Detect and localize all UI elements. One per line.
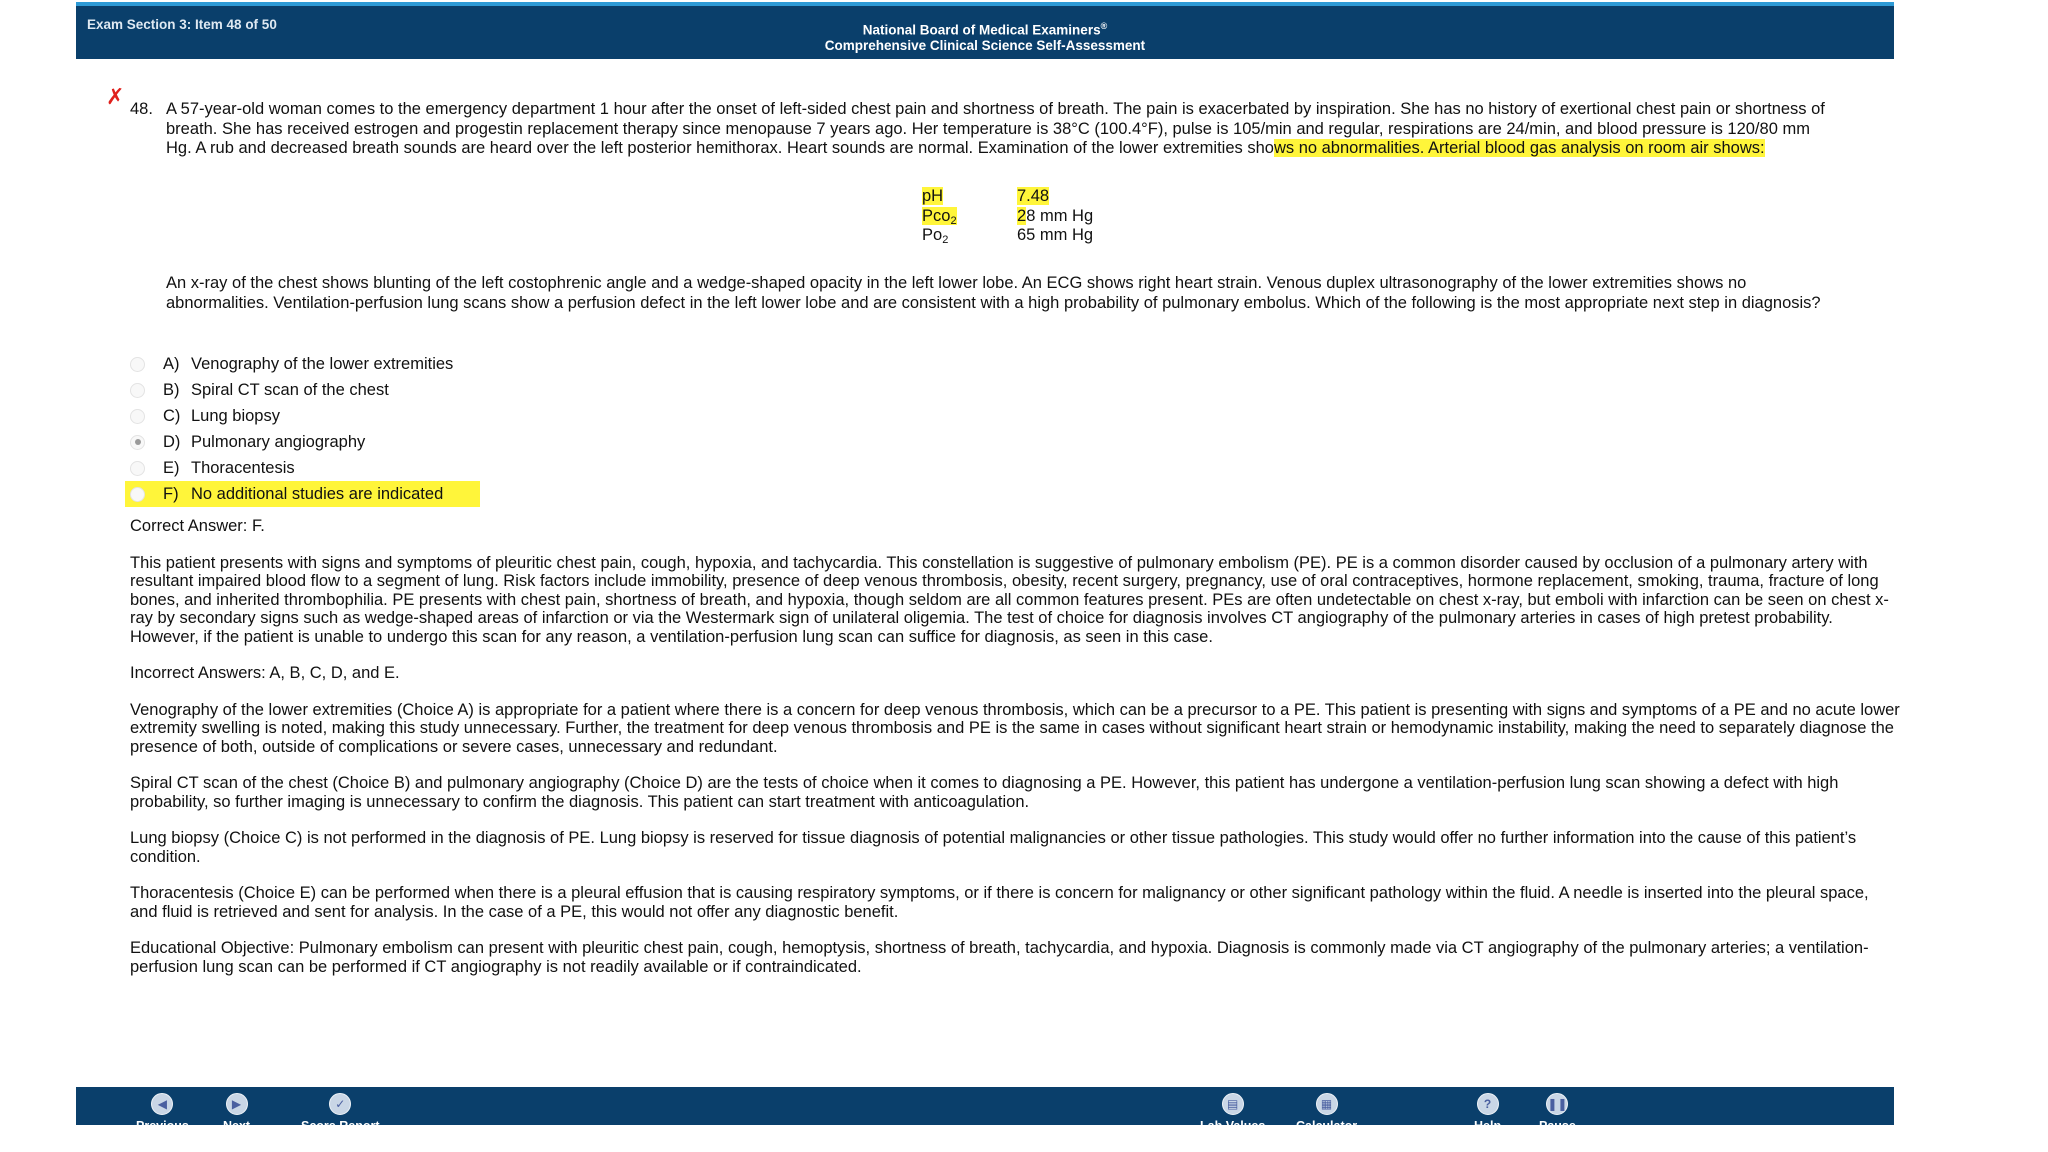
pause-icon: ❚❚ (1546, 1093, 1568, 1115)
title-line1: National Board of Medical Examiners (862, 22, 1101, 38)
explanation-choice-b-d: Spiral CT scan of the chest (Choice B) and pulmonary angiography (Choice D) are the tests of choice when it comes to diagnosing a PE. However, this patient has undergone a ventilation-perfusion lung scan showing a defect with high probability, so further imaging is unnecessary to confirm the diagnosis. This patient can start treatment with anticoagulation. (130, 774, 1839, 811)
lab-row: Pco$_2$ 28 mm Hg (922, 206, 1094, 227)
incorrect-x-icon: ✗ (106, 84, 125, 109)
lab-row (922, 226, 1093, 246)
radio-button-selected[interactable] (130, 435, 145, 450)
lab-values-icon: ▤ (1222, 1093, 1244, 1115)
registered-mark: ® (1100, 21, 1108, 31)
explanation (130, 517, 1900, 994)
calculator-button[interactable]: ▦ Calculator (1296, 1087, 1357, 1133)
previous-button[interactable]: ◀ Previous (136, 1087, 189, 1133)
radio-button[interactable] (130, 357, 145, 372)
exam-header (76, 2, 1894, 59)
option-b[interactable]: B) Spiral CT scan of the chest (125, 377, 480, 403)
radio-button[interactable] (130, 383, 145, 398)
stem-highlight: ws no abnormalities. Arterial blood gas analysis on room air shows: (1273, 139, 1765, 157)
educational-objective: Educational Objective: Pulmonary embolism can present with pleuritic chest pain, cough, hemoptysis, shortness of breath, tachycardia, and hypoxia. Diagnosis is commonly made via CT angiography of the pulmonary arteries; a ventilation-perfusion lung scan can be performed if CT angiography is not readily available or if contraindicated. (130, 939, 1869, 976)
lab-table (922, 187, 1093, 246)
correct-answer: Correct Answer: F. (130, 517, 265, 535)
calculator-icon: ▦ (1316, 1093, 1338, 1115)
checkmark-icon: ✓ (329, 1093, 351, 1115)
option-c[interactable]: C) Lung biopsy (125, 403, 480, 429)
lab-value: 7.48 (1017, 187, 1050, 205)
option-f[interactable]: F) No additional studies are indicated (125, 481, 480, 507)
next-arrow-icon: ▶ (226, 1093, 248, 1115)
radio-button[interactable] (130, 487, 145, 502)
help-icon: ? (1477, 1093, 1499, 1115)
incorrect-answers: Incorrect Answers: A, B, C, D, and E. (130, 664, 400, 682)
option-text: Venography of the lower extremities (191, 354, 454, 373)
bottom-toolbar (76, 1087, 1894, 1133)
next-button[interactable]: ▶ Next (223, 1087, 250, 1133)
lab-label: pH (922, 187, 944, 205)
help-button[interactable]: ? Help (1474, 1087, 1501, 1133)
explanation-choice-a: Venography of the lower extremities (Choice A) is appropriate for a patient where there is a concern for deep venous thrombosis, which can be a precursor to a PE. This patient is presenting with signs and symptoms of a PE and no acute lower extremity swelling is noted, making this study unnecessary. Further, the treatment for deep venous thrombosis and PE is the same in cases without significant heart strain or hemodynamic instability, making the need to separately diagnose the presence of both, outside of complications or severe cases, unnecessary and redundant. (130, 700, 1900, 756)
lab-values-button[interactable]: ▤ Lab Values (1200, 1087, 1265, 1133)
lab-label: $Po_2$ (922, 226, 949, 246)
option-text: Thoracentesis (191, 458, 295, 477)
question-stem-continued: An x-ray of the chest shows blunting of the left costophrenic angle and a wedge-shaped opacity in the left lower lobe. An ECG shows right heart strain. Venous duplex ultrasonography of the lower extremities shows no abnormalities. Ventilation-perfusion lung scans show a perfusion defect in the left lower lobe and are consistent with a high probability of pulmonary embolus. Which of the following is the most appropriate next step in diagnosis? (166, 274, 1821, 312)
lab-value: 65 mm Hg (1017, 226, 1094, 244)
question-number: 48. (130, 100, 153, 118)
option-text: Pulmonary angiography (191, 432, 366, 451)
option-text: No additional studies are indicated (191, 484, 444, 503)
pause-button[interactable]: ❚❚ Pause (1539, 1087, 1576, 1133)
explanation-paragraph: This patient presents with signs and symptoms of pleuritic chest pain, cough, hypoxia, and tachycardia. This constellation is suggestive of pulmonary embolism (PE). PE is a common disorder caused by occlusion of a pulmonary artery with resultant impaired blood flow to a segment of lung. Risk factors include immobility, presence of deep venous thrombosis, obesity, recent surgery, pregnancy, use of oral contraceptives, hormone replacement, smoking, trauma, fracture of long bones, and inherited thrombophilia. PE presents with chest pain, shortness of breath, and hypoxia, though seldom are all common features present. PEs are often undetectable on chest x-ray, but emboli with infarction can be seen on chest x-ray by secondary signs such as wedge-shaped areas of infarction or via the Westermark sign of unilateral oligemia. The test of choice for diagnosis involves CT angiography of the pulmonary arteries in cases of high pretest probability. However, if the patient is unable to undergo this scan for any reason, a ventilation-perfusion lung scan can suffice for diagnosis, as seen in this case. (130, 553, 1889, 646)
explanation-choice-c: Lung biopsy (Choice C) is not performed in the diagnosis of PE. Lung biopsy is reserved for tissue diagnosis of potential malignancies or other tissue pathologies. This study would offer no further information into the cause of this patient’s condition. (130, 829, 1857, 866)
answer-options (125, 351, 480, 507)
lab-label: Pco$_2$ (922, 206, 957, 227)
exam-title (76, 19, 1894, 53)
lab-row (922, 187, 1093, 207)
title-line2: Comprehensive Clinical Science Self-Assessment (824, 37, 1146, 53)
explanation-choice-e: Thoracentesis (Choice E) can be performed when there is a pleural effusion that is causing respiratory symptoms, or if there is concern for malignancy or other significant pathology within the fluid. A needle is inserted into the pleural space, and fluid is retrieved and sent for analysis. In the case of a PE, this would not offer any diagnostic benefit. (130, 884, 1869, 921)
radio-button[interactable] (130, 409, 145, 424)
option-text: Lung biopsy (191, 406, 280, 425)
option-text: Spiral CT scan of the chest (191, 380, 389, 399)
question-stem (166, 100, 1826, 159)
lab-value: 2 (1017, 206, 1027, 225)
option-d[interactable]: D) Pulmonary angiography (125, 429, 480, 455)
previous-arrow-icon: ◀ (151, 1093, 173, 1115)
score-report-button[interactable]: ✓ Score Report (301, 1087, 380, 1133)
radio-button[interactable] (130, 461, 145, 476)
option-e[interactable]: E) Thoracentesis (125, 455, 480, 481)
option-a[interactable]: A) Venography of the lower extremities (125, 351, 480, 377)
item-position: Exam Section 3: Item 48 of 50 (87, 17, 277, 32)
stem-text: A 57-year-old woman comes to the emergency department 1 hour after the onset of left-sided chest pain and shortness of breath. The pain is exacerbated by inspiration. She has no history of exertional chest pain or shortness of breath. She has received estrogen and progestin replacement therapy since menopause 7 years ago. Her temperature is 38°C (100.4°F), pulse is 105/min and regular, respirations are 24/min, and blood pressure is 120/80 mm Hg. A rub and decreased breath sounds are heard over the left posterior hemithorax. Heart sounds are normal. Examination of the lower extremities sho (166, 100, 1825, 157)
